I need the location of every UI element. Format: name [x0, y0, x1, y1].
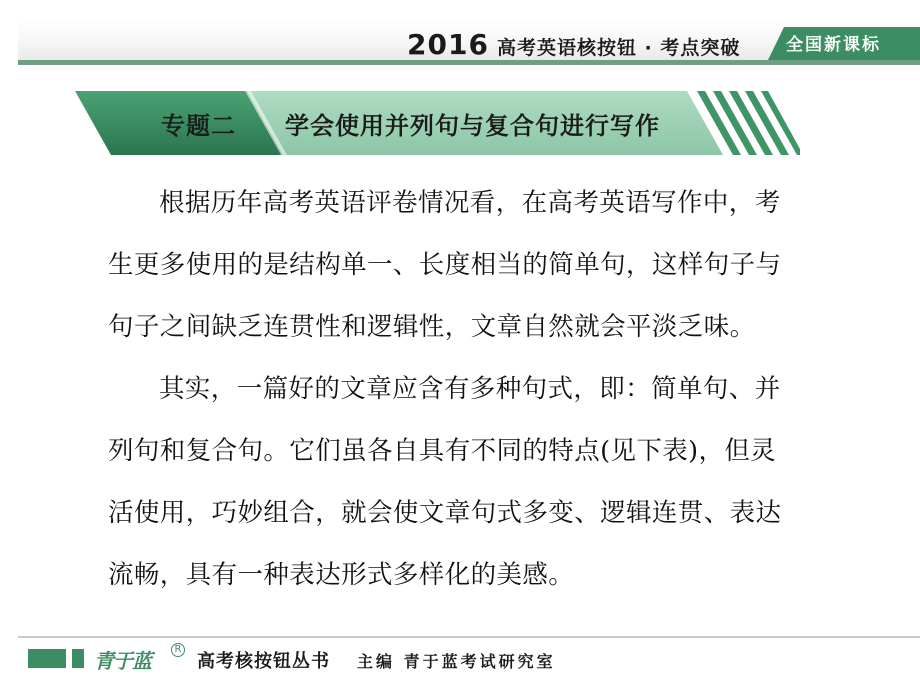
body-text — [108, 180, 788, 614]
paragraph-line: 根据历年高考英语评卷情况看，在高考英语写作中，考 — [159, 188, 781, 218]
header-year: 2016 — [407, 28, 489, 61]
paragraph-line: 活使用，巧妙组合，就会使文章句式多变、逻辑连贯、表达 — [108, 498, 782, 528]
curriculum-badge-label: 全国新课标 — [786, 35, 881, 55]
topic-label: 专题二 — [161, 112, 236, 140]
registered-mark-icon: R — [171, 643, 185, 657]
topic-title: 学会使用并列句与复合句进行写作 — [285, 112, 660, 140]
footer-decor-bar — [28, 649, 66, 668]
footer-decor-bar — [72, 649, 84, 668]
topic-banner — [75, 91, 800, 155]
paragraph-line: 流畅，具有一种表达形式多样化的美感。 — [108, 560, 575, 590]
footer-divider — [18, 636, 920, 638]
editor-credit: 主编 青于蓝考试研究室 — [357, 652, 556, 671]
header-series: 高考英语核按钮 · 考点突破 — [496, 37, 741, 59]
publisher-logo: 青于蓝 — [94, 649, 151, 673]
paragraph-line: 列句和复合句。它们虽各自具有不同的特点(见下表)，但灵 — [108, 436, 777, 466]
paragraph-line: 句子之间缺乏连贯性和逻辑性，文章自然就会平淡乏味。 — [108, 312, 756, 342]
header-title — [407, 28, 740, 62]
paragraph-line: 生更多使用的是结构单一、长度相当的简单句，这样句子与 — [108, 250, 782, 280]
paragraph-line: 其实，一篇好的文章应含有多种句式，即：简单句、并 — [159, 374, 781, 404]
book-series-name: 高考核按钮丛书 — [197, 651, 330, 672]
